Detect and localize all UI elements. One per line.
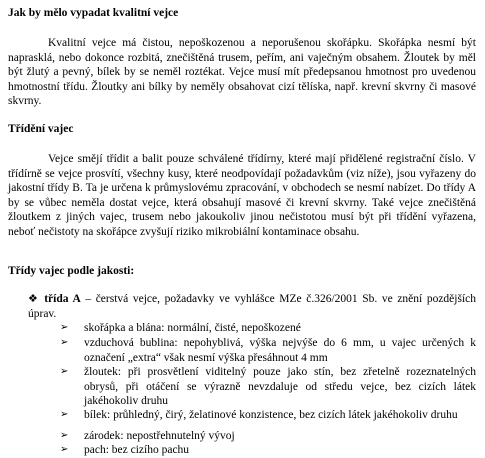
paragraph-quality — [8, 36, 476, 109]
arrow-bullet-icon: ➢ — [60, 430, 69, 441]
section-heading-classes: Třídy vajec podle jakosti: — [8, 265, 135, 277]
list-item-text: pach: bez cizího pachu — [84, 444, 190, 456]
class-a-label: třída A — [44, 293, 81, 305]
paragraph-quality-text: Kvalitní vejce má čistou, nepoškozenou a neporušenou skořápku. Skořápka nesmí být naprasklá, nebo dokonce rozbitá, znečištěná trusem, peřím, ani vaječným obsahem. Žloutek by měl být žlutý a pevný, bílek by se neměl roztékat. Vejce musí mít předepsanou hmotnost pro uvedenou hmotnostní třídu. Žloutky ani bílky by neměly obsahovat cizí tělíska, např. krevní skvrny či masové skvrny. — [8, 37, 476, 108]
list-item-text: vzduchová bublina: nepohyblivá, výška nejvýše do 6 mm, u vajec určených k označení „extra“ však nesmí výška přesáhnout 4 mm — [84, 337, 476, 364]
list-item-text: zárodek: nepostřehnutelný vývoj — [84, 430, 235, 442]
list-item-text: bílek: průhledný, čirý, želatinové konzistence, bez cizích látek jakéhokoliv druhu — [84, 409, 458, 421]
list-item — [60, 336, 476, 365]
paragraph-sorting — [8, 152, 476, 240]
list-item — [60, 443, 476, 458]
section-heading-sorting: Třídění vajec — [8, 123, 74, 135]
list-item-text: skořápka a blána: normální, čisté, nepoškozené — [84, 322, 301, 334]
arrow-bullet-icon: ➢ — [60, 366, 69, 377]
arrow-bullet-icon: ➢ — [60, 444, 69, 455]
arrow-bullet-icon: ➢ — [60, 409, 69, 420]
list-item — [60, 365, 476, 409]
class-a-item — [28, 292, 476, 321]
paragraph-sorting-text: Vejce smějí třídit a balit pouze schválené třídírny, které mají přidělené registrační číslo. V třídírně se vejce prosvítí, všechny kusy, které neodpovídají požadavkům (viz níže), jsou vyřazeny do jakostní třídy B. Ta je určena k průmyslovému zpracování, v obchodech se nesmí nabízet. Do třídy A by se vůbec neměla dostat vejce, která obsahují masové či krevní skvrny. Také vejce znečištěná žloutkem z jiných vajec, trusem nebo jakoukoliv jinou nečistotou musí být při třídění vyřazena, neboť nečistoty na skořápce zvyšují riziko mikrobiální kontaminace obsahu. — [8, 153, 476, 238]
class-a-text: – čerstvá vejce, požadavky ve vyhlášce MZe č.326/2001 Sb. ve znění pozdějších úprav. — [28, 293, 476, 320]
diamond-bullet-icon: ❖ — [28, 293, 40, 305]
list-item — [60, 321, 476, 336]
section-heading-quality: Jak by mělo vypadat kvalitní vejce — [8, 7, 179, 19]
list-item — [60, 408, 476, 423]
list-item — [60, 429, 476, 444]
arrow-bullet-icon: ➢ — [60, 322, 69, 333]
arrow-bullet-icon: ➢ — [60, 337, 69, 348]
list-item-text: žloutek: při prosvětlení viditelný pouze jako stín, bez zřetelně rozeznatelných obrysů, při otáčení se výrazně nevzdaluje od středu vejce, bez cizích látek jakéhokoliv druhu — [84, 366, 476, 408]
